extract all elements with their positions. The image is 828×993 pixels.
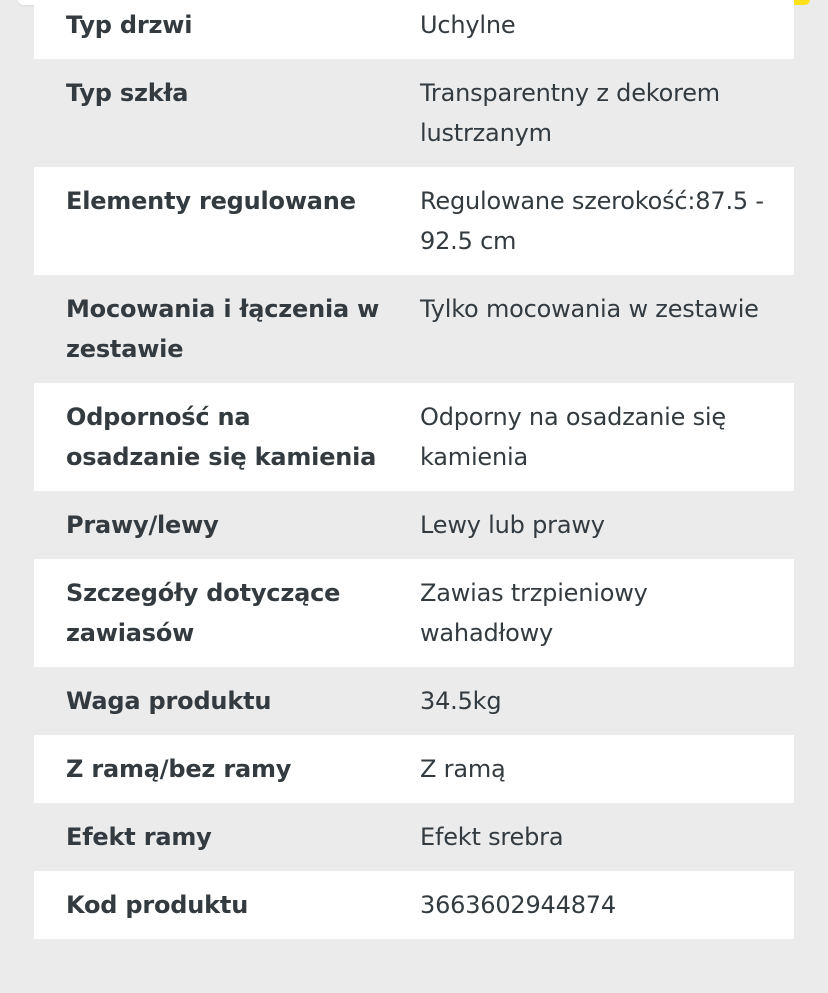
spec-row-hinge-details xyxy=(34,559,794,667)
spec-label: Typ drzwi xyxy=(66,11,193,39)
spec-row-fixings xyxy=(34,275,794,383)
spec-row-frame xyxy=(34,735,794,803)
spec-value: Transparentny z dekorem lustrzanym xyxy=(420,79,720,147)
spec-label: Typ szkła xyxy=(66,79,189,107)
spec-value: 34.5kg xyxy=(420,687,502,715)
spec-value: Zawias trzpieniowy wahadłowy xyxy=(420,579,648,647)
spec-row-adjustable-elements xyxy=(34,167,794,275)
page-bottom-background xyxy=(0,983,828,993)
spec-label: Waga produktu xyxy=(66,687,272,715)
spec-value: 3663602944874 xyxy=(420,891,616,919)
spec-value: Regulowane szerokość:87.5 - 92.5 cm xyxy=(420,187,764,255)
spec-row-glass-type xyxy=(34,59,794,167)
spec-label: Z ramą/bez ramy xyxy=(66,755,292,783)
spec-row-product-code xyxy=(34,871,794,939)
spec-value: Lewy lub prawy xyxy=(420,511,605,539)
spec-label: Mocowania i łączenia w zestawie xyxy=(66,295,380,363)
spec-label: Efekt ramy xyxy=(66,823,212,851)
spec-row-frame-effect xyxy=(34,803,794,871)
spec-label: Odporność na osadzanie się kamienia xyxy=(66,403,377,471)
specifications-table xyxy=(34,0,794,939)
spec-row-limescale-resistance xyxy=(34,383,794,491)
spec-value: Tylko mocowania w zestawie xyxy=(420,295,759,323)
spec-value: Z ramą xyxy=(420,755,506,783)
spec-label: Prawy/lewy xyxy=(66,511,219,539)
spec-value: Odporny na osadzanie się kamienia xyxy=(420,403,726,471)
spec-value: Uchylne xyxy=(420,11,516,39)
spec-row-weight xyxy=(34,667,794,735)
spec-label: Elementy regulowane xyxy=(66,187,356,215)
spec-row-door-type xyxy=(34,0,794,59)
spec-label: Kod produktu xyxy=(66,891,249,919)
spec-row-left-right xyxy=(34,491,794,559)
spec-value: Efekt srebra xyxy=(420,823,564,851)
spec-label: Szczegóły dotyczące zawiasów xyxy=(66,579,341,647)
